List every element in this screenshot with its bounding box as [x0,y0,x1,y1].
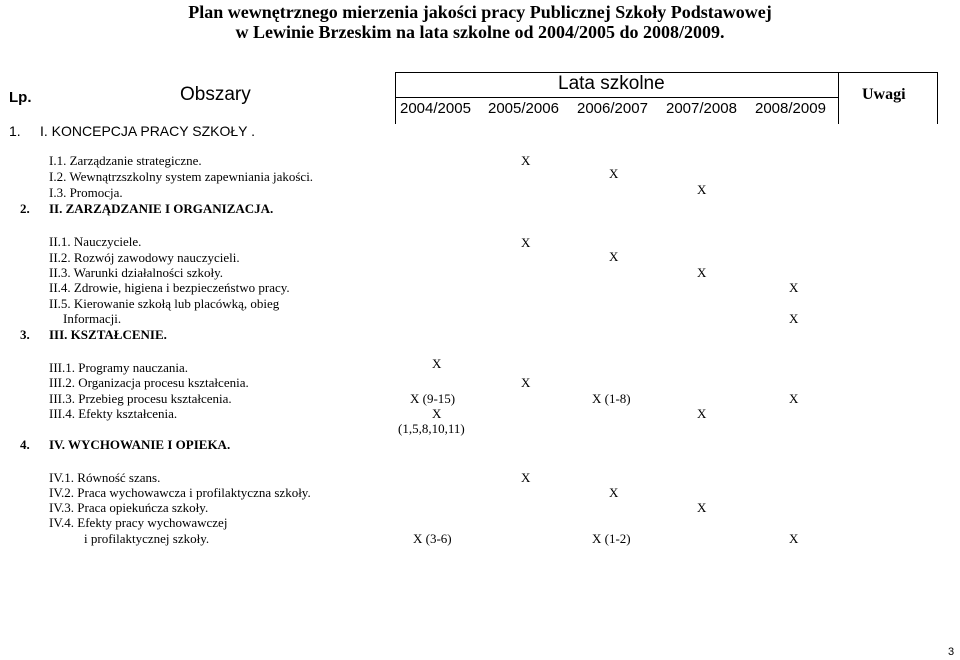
list-item: II.3. Warunki działalności szkoły. [49,265,224,280]
header-year-2007: 2007/2008 [666,100,737,117]
header-year-2004: 2004/2005 [400,100,471,117]
section-heading: III. KSZTAŁCENIE. [49,327,167,342]
mark-x: X [789,531,799,546]
table-left-border [395,72,396,124]
list-item: I.3. Promocja. [49,185,123,200]
mark-x: X [521,153,531,168]
document-title-line-1: Plan wewnętrznego mierzenia jakości pracy Publicznej Szkoły Podstawowej [188,2,772,22]
list-item: III.3. Przebieg procesu kształcenia. [49,391,232,406]
list-item: IV.1. Równość szans. [49,470,161,485]
header-obszary: Obszary [180,84,251,105]
header-year-2005: 2005/2006 [488,100,559,117]
table-right-border [937,72,938,124]
mark-x: X [432,406,442,421]
header-lata-szkolne: Lata szkolne [558,73,665,94]
mark-x: X [697,406,707,421]
list-item: III.1. Programy nauczania. [49,360,188,375]
mark-x: X [521,470,531,485]
mark-list: (1,5,8,10,11) [398,421,465,436]
uwagi-column-border [838,72,839,124]
list-item: II.5. Kierowanie szkołą lub placówką, obieg [49,296,280,311]
header-year-2006: 2006/2007 [577,100,648,117]
header-lp: Lp. [9,89,32,106]
mark-x: X [697,265,707,280]
list-item: II.1. Nauczyciele. [49,234,142,249]
section-heading: II. ZARZĄDZANIE I ORGANIZACJA. [49,201,274,216]
section-heading: I. KONCEPCJA PRACY SZKOŁY . [40,123,255,139]
header-year-2008: 2008/2009 [755,100,826,117]
mark-x-range: X (9-15) [410,391,456,406]
section-heading: IV. WYCHOWANIE I OPIEKA. [49,437,231,452]
list-item: IV.2. Praca wychowawcza i profilaktyczna szkoły. [49,485,311,500]
section-number: 3. [20,327,30,342]
mark-x: X [609,166,619,181]
mark-x: X [697,500,707,515]
list-item: IV.3. Praca opiekuńcza szkoły. [49,500,209,515]
document-title-line-2: w Lewinie Brzeskim na lata szkolne od 2004/2005 do 2008/2009. [235,22,725,42]
list-item: I.2. Wewnątrzszkolny system zapewniania jakości. [49,169,314,184]
section-number: 2. [20,201,30,216]
mark-x: X [789,391,799,406]
section-number: 4. [20,437,30,452]
mark-x: X [521,235,531,250]
list-item-continuation: Informacji. [63,311,122,326]
page-number: 3 [948,646,955,658]
list-item: IV.4. Efekty pracy wychowawczej [49,515,228,530]
mark-x: X [789,311,799,326]
list-item-continuation: i profilaktycznej szkoły. [84,531,210,546]
mark-x-range: X (1-8) [592,391,631,406]
list-item: II.2. Rozwój zawodowy nauczycieli. [49,250,240,265]
mark-x: X [521,375,531,390]
list-item: I.1. Zarządzanie strategiczne. [49,153,202,168]
table-top-border [395,72,937,73]
mark-x: X [697,182,707,197]
list-item: III.2. Organizacja procesu kształcenia. [49,375,249,390]
section-number: 1. [9,123,21,139]
mark-x: X [609,485,619,500]
mark-x: X [789,280,799,295]
header-uwagi: Uwagi [862,86,906,103]
year-header-divider [395,97,838,98]
mark-x: X [432,356,442,371]
mark-x-range: X (1-2) [592,531,631,546]
mark-x-range: X (3-6) [413,531,452,546]
mark-x: X [609,249,619,264]
list-item: III.4. Efekty kształcenia. [49,406,178,421]
list-item: II.4. Zdrowie, higiena i bezpieczeństwo pracy. [49,280,290,295]
